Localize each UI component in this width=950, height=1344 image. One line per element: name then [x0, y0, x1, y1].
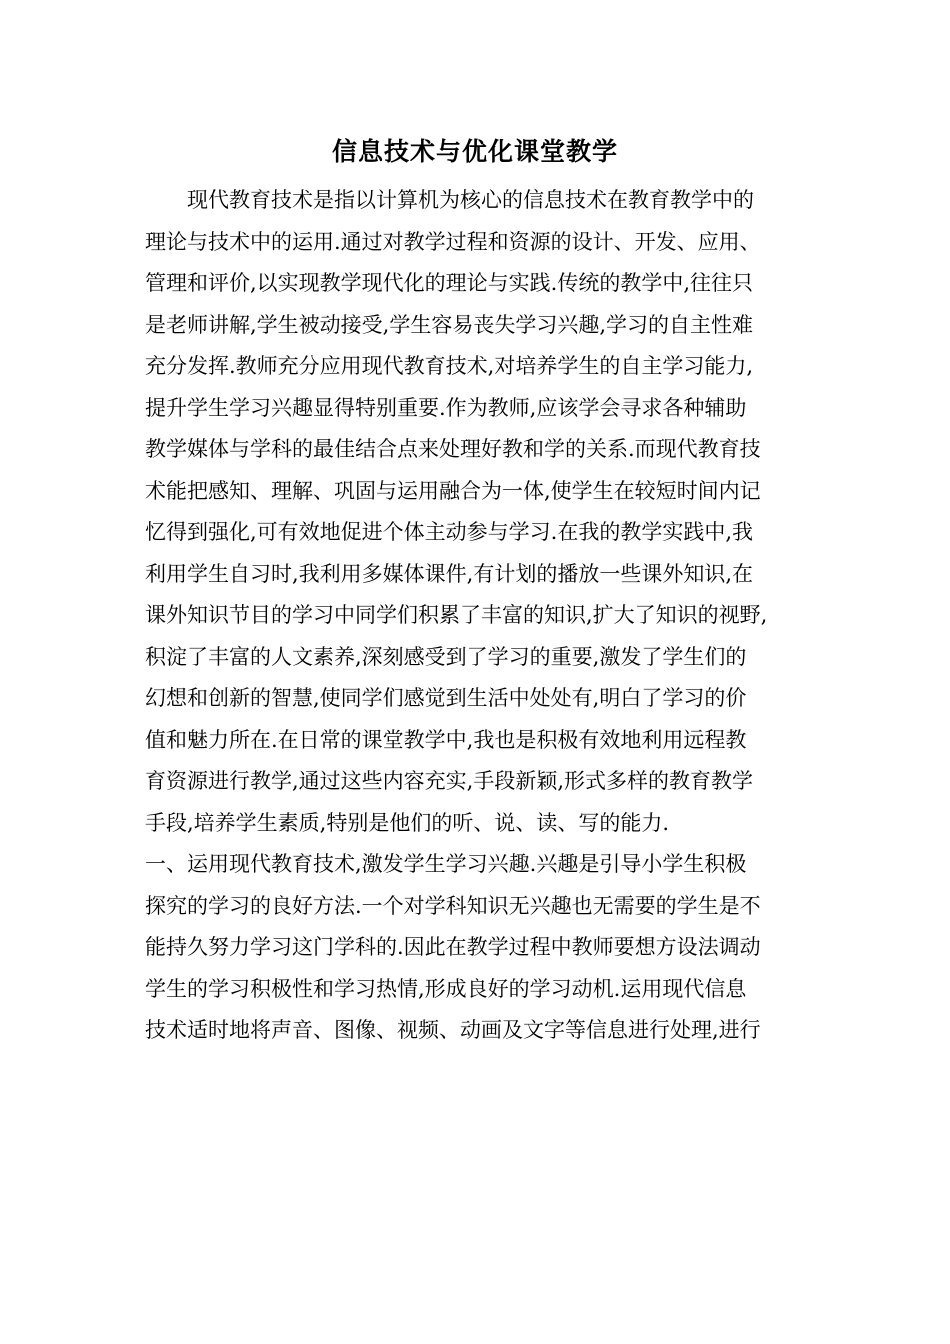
body-line: 是老师讲解,学生被动接受,学生容易丧失学习兴趣,学习的自主性难 — [145, 312, 754, 337]
body-line: 幻想和创新的智慧,使同学们感觉到生活中处处有,明白了学习的价 — [145, 686, 747, 710]
body-line: 忆得到强化,可有效地促进个体主动参与学习.在我的教学实践中,我 — [145, 520, 754, 544]
document-body — [145, 180, 815, 1052]
body-line: 能持久努力学习这门学科的.因此在教学过程中教师要想方设法调动 — [145, 935, 761, 959]
body-line: 探究的学习的良好方法.一个对学科知识无兴趣也无需要的学生是不 — [145, 893, 761, 918]
body-line: 技术适时地将声音、图像、视频、动画及文字等信息进行处理,进行 — [145, 1018, 761, 1042]
body-line: 现代教育技术是指以计算机为核心的信息技术在教育教学中的 — [187, 188, 754, 212]
document-title: 信息技术与优化课堂教学 — [331, 137, 618, 166]
body-line: 课外知识节目的学习中同学们积累了丰富的知识,扩大了知识的视野, — [145, 603, 768, 627]
body-line: 手段,培养学生素质,特别是他们的听、说、读、写的能力. — [145, 810, 670, 835]
body-line: 管理和评价,以实现教学现代化的理论与实践.传统的教学中,往往只 — [145, 271, 754, 295]
body-line: 育资源进行教学,通过这些内容充实,手段新颖,形式多样的教育教学 — [145, 769, 754, 793]
body-line: 术能把感知、理解、巩固与运用融合为一体,使学生在较短时间内记 — [145, 478, 761, 503]
body-line: 一、运用现代教育技术,激发学生学习兴趣.兴趣是引导小学生积极 — [145, 852, 747, 876]
body-line: 积淀了丰富的人文素养,深刻感受到了学习的重要,激发了学生们的 — [145, 644, 747, 669]
body-line: 充分发挥.教师充分应用现代教育技术,对培养学生的自主学习能力, — [145, 354, 754, 378]
body-line: 理论与技术中的运用.通过对教学过程和资源的设计、开发、应用、 — [145, 229, 761, 254]
body-line: 教学媒体与学科的最佳结合点来处理好教和学的关系.而现代教育技 — [145, 437, 761, 461]
body-line: 利用学生自习时,我利用多媒体课件,有计划的播放一些课外知识,在 — [145, 561, 754, 586]
body-line: 提升学生学习兴趣显得特别重要.作为教师,应该学会寻求各种辅助 — [145, 395, 747, 420]
body-line: 值和魅力所在.在日常的课堂教学中,我也是积极有效地利用远程教 — [145, 727, 747, 752]
body-line: 学生的学习积极性和学习热情,形成良好的学习动机.运用现代信息 — [145, 976, 747, 1001]
